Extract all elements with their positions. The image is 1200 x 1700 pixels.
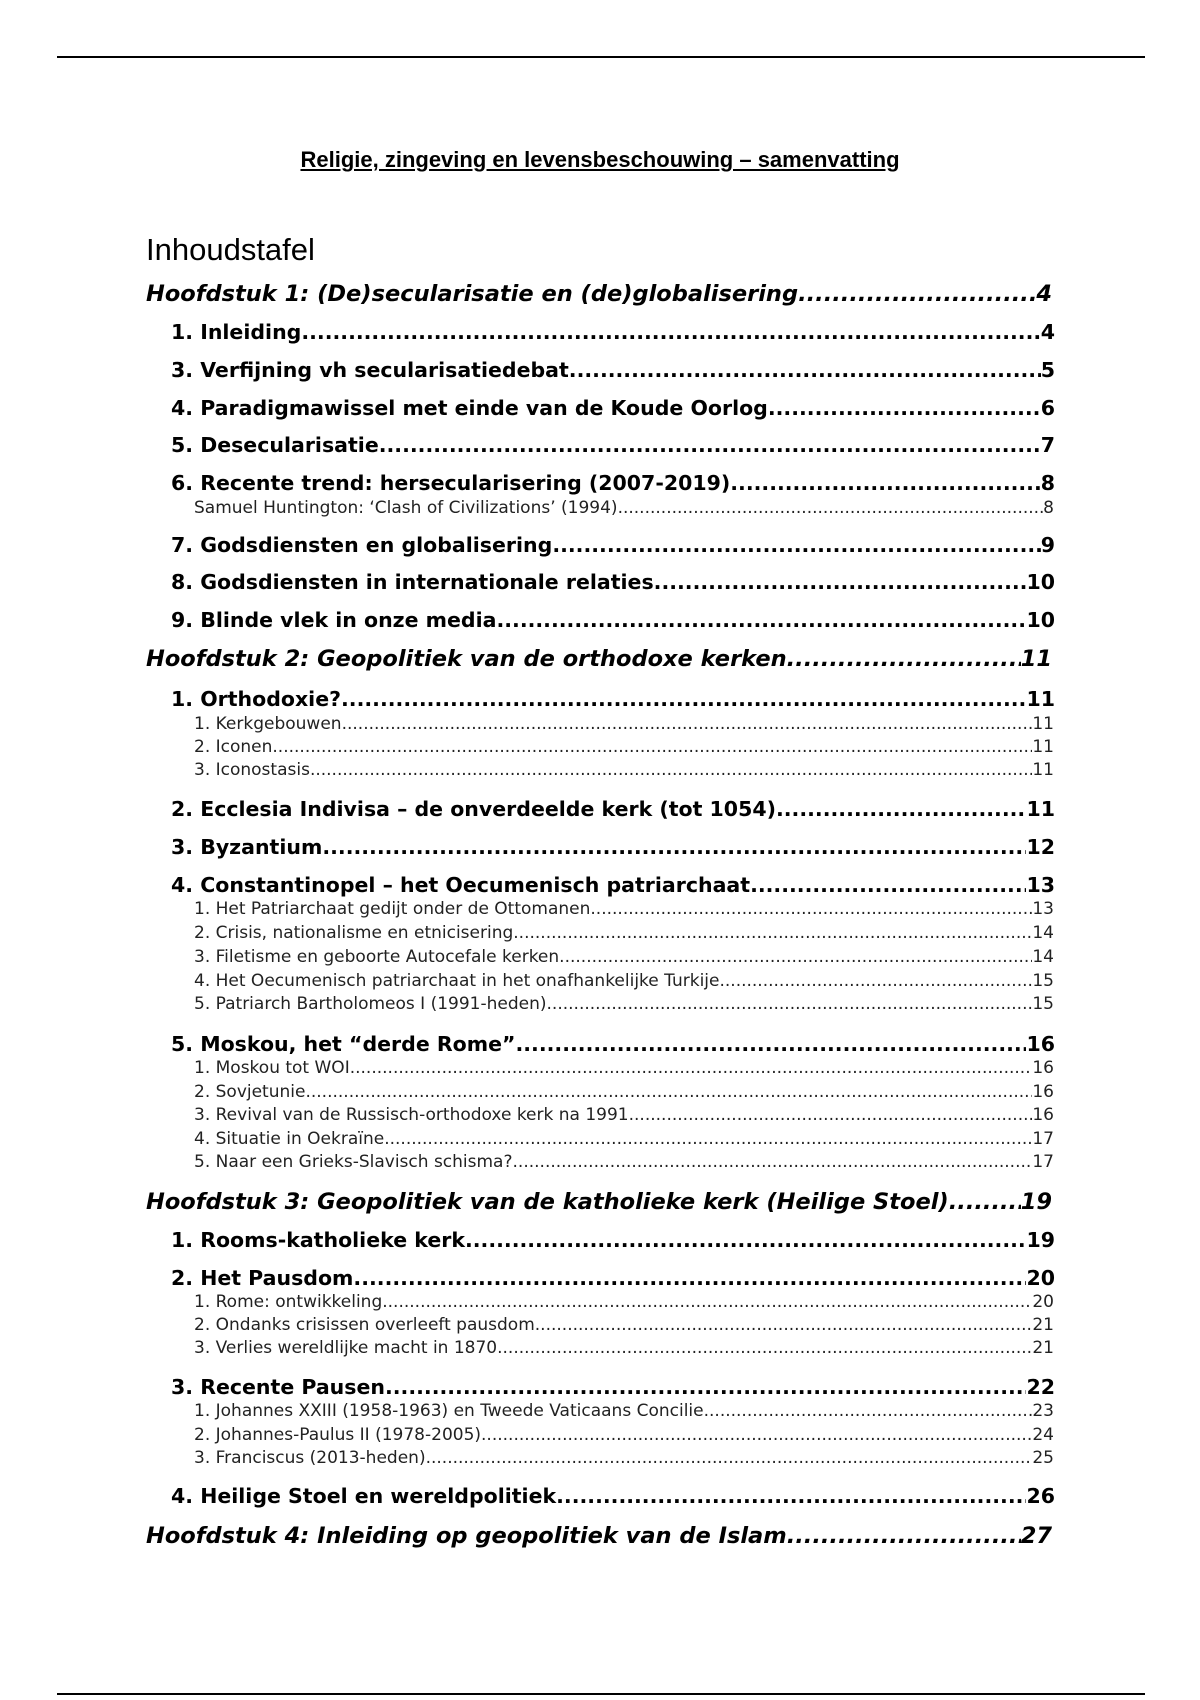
toc-entry-page: 10 xyxy=(1026,608,1055,632)
toc-entry-page: 17 xyxy=(1032,1129,1054,1149)
toc-entry-section[interactable] xyxy=(171,1032,1055,1056)
toc-entry-label: 4. Constantinopel – het Oecumenisch patriarchaat xyxy=(171,873,751,897)
toc-entry-label: 1. Moskou tot WOI xyxy=(194,1058,350,1078)
toc-entry-label: 5. Moskou, het “derde Rome” xyxy=(171,1032,516,1056)
toc-entry-chapter[interactable] xyxy=(146,281,1052,307)
toc-entry-section[interactable] xyxy=(171,1266,1055,1290)
dot-leader xyxy=(798,281,1036,307)
toc-entry-label: 1. Inleiding xyxy=(171,320,302,344)
toc-entry-label: Hoofdstuk 1: (De)secularisatie en (de)globalisering xyxy=(146,281,799,307)
dot-leader xyxy=(272,737,1032,757)
toc-entry-page: 16 xyxy=(1032,1082,1054,1102)
toc-entry-sub[interactable] xyxy=(194,1448,1054,1468)
toc-entry-page: 13 xyxy=(1032,899,1054,919)
toc-entry-sub[interactable] xyxy=(194,1082,1054,1102)
toc-entry-page: 14 xyxy=(1032,947,1054,967)
toc-entry-label: 2. Iconen xyxy=(194,737,273,757)
toc-entry-section[interactable] xyxy=(171,1484,1055,1508)
toc-entry-page: 15 xyxy=(1032,971,1054,991)
toc-entry-page: 26 xyxy=(1026,1484,1055,1508)
toc-entry-sub[interactable] xyxy=(194,1152,1054,1172)
dot-leader xyxy=(465,1228,1027,1252)
toc-entry-page: 11 xyxy=(1032,714,1054,734)
toc-entry-label: 5. Desecularisatie xyxy=(171,433,379,457)
toc-entry-page: 19 xyxy=(1020,1189,1052,1215)
toc-entry-sub[interactable] xyxy=(194,498,1054,518)
toc-entry-section[interactable] xyxy=(171,1375,1055,1399)
dot-leader xyxy=(322,835,1026,859)
toc-entry-page: 12 xyxy=(1026,835,1055,859)
toc-entry-label: 3. Byzantium xyxy=(171,835,323,859)
toc-entry-section[interactable] xyxy=(171,358,1055,382)
toc-entry-sub[interactable] xyxy=(194,994,1054,1014)
dot-leader xyxy=(496,608,1026,632)
toc-entry-sub[interactable] xyxy=(194,947,1054,967)
toc-entry-section[interactable] xyxy=(171,608,1055,632)
toc-entry-sub[interactable] xyxy=(194,714,1054,734)
dot-leader xyxy=(353,1266,1026,1290)
toc-entry-section[interactable] xyxy=(171,570,1055,594)
toc-entry-label: 4. Situatie in Oekraïne xyxy=(194,1129,385,1149)
toc-entry-label: 3. Franciscus (2013-heden) xyxy=(194,1448,426,1468)
dot-leader xyxy=(787,646,1021,672)
toc-entry-page: 11 xyxy=(1026,797,1055,821)
toc-entry-section[interactable] xyxy=(171,533,1055,557)
dot-leader xyxy=(569,358,1041,382)
dot-leader xyxy=(730,471,1040,495)
toc-entry-sub[interactable] xyxy=(194,1401,1054,1421)
toc-entry-label: 3. Verlies wereldlijke macht in 1870 xyxy=(194,1338,498,1358)
toc-entry-sub[interactable] xyxy=(194,1058,1054,1078)
toc-entry-page: 20 xyxy=(1032,1292,1054,1312)
toc-entry-section[interactable] xyxy=(171,471,1055,495)
toc-entry-sub[interactable] xyxy=(194,1292,1054,1312)
toc-entry-page: 5 xyxy=(1040,358,1055,382)
toc-entry-page: 8 xyxy=(1040,471,1055,495)
toc-entry-sub[interactable] xyxy=(194,923,1054,943)
toc-entry-section[interactable] xyxy=(171,396,1055,420)
toc-entry-label: 1. Rome: ontwikkeling xyxy=(194,1292,383,1312)
dot-leader xyxy=(481,1425,1032,1445)
toc-entry-page: 23 xyxy=(1032,1401,1054,1421)
document-title: Religie, zingeving en levensbeschouwing – samenvatting xyxy=(300,147,900,172)
toc-entry-page: 13 xyxy=(1026,873,1055,897)
toc-entry-label: 5. Naar een Grieks-Slavisch schisma? xyxy=(194,1152,513,1172)
toc-entry-label: 2. Crisis, nationalisme en etnicisering xyxy=(194,923,514,943)
toc-entry-page: 11 xyxy=(1020,646,1052,672)
toc-entry-label: 1. Kerkgebouwen xyxy=(194,714,342,734)
toc-entry-page: 19 xyxy=(1026,1228,1055,1252)
dot-leader xyxy=(513,923,1032,943)
toc-entry-sub[interactable] xyxy=(194,971,1054,991)
toc-entry-label: 9. Blinde vlek in onze media xyxy=(171,608,497,632)
toc-entry-label: 3. Recente Pausen xyxy=(171,1375,385,1399)
toc-entry-page: 20 xyxy=(1026,1266,1055,1290)
header-rule xyxy=(57,56,1145,58)
toc-entry-page: 25 xyxy=(1032,1448,1054,1468)
toc-entry-label: 6. Recente trend: hersecularisering (2007-2019) xyxy=(171,471,731,495)
toc-entry-label: 2. Het Pausdom xyxy=(171,1266,354,1290)
footer-rule xyxy=(57,1693,1145,1695)
dot-leader xyxy=(382,1292,1032,1312)
toc-entry-label: 4. Het Oecumenisch patriarchaat in het onafhankelijke Turkije xyxy=(194,971,720,991)
toc-entry-page: 8 xyxy=(1043,498,1054,518)
dot-leader xyxy=(497,1338,1032,1358)
dot-leader xyxy=(535,1315,1033,1335)
toc-entry-section[interactable] xyxy=(171,873,1055,897)
toc-entry-label: 2. Johannes-Paulus II (1978-2005) xyxy=(194,1425,482,1445)
toc-entry-page: 17 xyxy=(1032,1152,1054,1172)
toc-entry-page: 24 xyxy=(1032,1425,1054,1445)
toc-entry-page: 27 xyxy=(1020,1523,1052,1549)
toc-entry-page: 16 xyxy=(1032,1105,1054,1125)
toc-entry-sub[interactable] xyxy=(194,1129,1054,1149)
toc-entry-label: 3. Revival van de Russisch-orthodoxe kerk na 1991 xyxy=(194,1105,629,1125)
toc-entry-section[interactable] xyxy=(171,1228,1055,1252)
toc-entry-sub[interactable] xyxy=(194,760,1054,780)
toc-entry-page: 4 xyxy=(1040,320,1055,344)
dot-leader xyxy=(654,570,1027,594)
toc-entry-label: 3. Verfijning vh secularisatiedebat xyxy=(171,358,569,382)
toc-entry-label: 1. Johannes XXIII (1958-1963) en Tweede Vaticaans Concilie xyxy=(194,1401,704,1421)
toc-entry-label: Hoofdstuk 4: Inleiding op geopolitiek van de Islam xyxy=(146,1523,787,1549)
dot-leader xyxy=(342,714,1033,734)
dot-leader xyxy=(513,1152,1033,1172)
dot-leader xyxy=(379,433,1041,457)
toc-entry-label: Samuel Huntington: ‘Clash of Civilizations’ (1994) xyxy=(194,498,618,518)
toc-entry-label: 4. Heilige Stoel en wereldpolitiek xyxy=(171,1484,557,1508)
dot-leader xyxy=(301,320,1040,344)
toc-entry-label: Hoofdstuk 2: Geopolitiek van de orthodoxe kerken xyxy=(146,646,787,672)
dot-leader xyxy=(787,1523,1021,1549)
toc-entry-label: 3. Iconostasis xyxy=(194,760,310,780)
toc-entry-section[interactable] xyxy=(171,835,1055,859)
toc-entry-chapter[interactable] xyxy=(146,1189,1052,1215)
dot-leader xyxy=(385,1375,1027,1399)
dot-leader xyxy=(768,396,1041,420)
toc-entry-page: 4 xyxy=(1036,281,1052,307)
dot-leader xyxy=(750,873,1026,897)
toc-entry-sub[interactable] xyxy=(194,1425,1054,1445)
toc-entry-chapter[interactable] xyxy=(146,646,1052,672)
toc-entry-sub[interactable] xyxy=(194,899,1054,919)
toc-entry-page: 7 xyxy=(1040,433,1055,457)
dot-leader xyxy=(949,1189,1021,1215)
toc-entry-label: 1. Rooms-katholieke kerk xyxy=(171,1228,465,1252)
toc-entry-page: 15 xyxy=(1032,994,1054,1014)
toc-entry-page: 22 xyxy=(1026,1375,1055,1399)
toc-entry-sub[interactable] xyxy=(194,1338,1054,1358)
dot-leader xyxy=(384,1129,1032,1149)
toc-entry-section[interactable] xyxy=(171,433,1055,457)
dot-leader xyxy=(704,1401,1033,1421)
dot-leader xyxy=(552,533,1040,557)
dot-leader xyxy=(305,1082,1032,1102)
toc-entry-section[interactable] xyxy=(171,320,1055,344)
toc-entry-page: 10 xyxy=(1026,570,1055,594)
toc-entry-label: Hoofdstuk 3: Geopolitiek van de katholieke kerk (Heilige Stoel) xyxy=(146,1189,949,1215)
toc-entry-label: 2. Ondanks crisissen overleeft pausdom xyxy=(194,1315,535,1335)
toc-entry-label: 2. Sovjetunie xyxy=(194,1082,306,1102)
dot-leader xyxy=(547,994,1033,1014)
dot-leader xyxy=(556,1484,1026,1508)
toc-entry-label: 4. Paradigmawissel met einde van de Koude Oorlog xyxy=(171,396,768,420)
toc-entry-label: 7. Godsdiensten en globalisering xyxy=(171,533,553,557)
dot-leader xyxy=(341,687,1026,711)
toc-heading: Inhoudstafel xyxy=(146,232,315,267)
toc-entry-sub[interactable] xyxy=(194,737,1054,757)
toc-entry-section[interactable] xyxy=(171,797,1055,821)
toc-entry-sub[interactable] xyxy=(194,1315,1054,1335)
dot-leader xyxy=(426,1448,1033,1468)
toc-entry-sub[interactable] xyxy=(194,1105,1054,1125)
toc-entry-page: 21 xyxy=(1032,1338,1054,1358)
toc-entry-section[interactable] xyxy=(171,687,1055,711)
dot-leader xyxy=(776,797,1026,821)
dot-leader xyxy=(515,1032,1026,1056)
toc-entry-label: 1. Orthodoxie? xyxy=(171,687,342,711)
dot-leader xyxy=(629,1105,1033,1125)
dot-leader xyxy=(310,760,1032,780)
toc-entry-page: 6 xyxy=(1040,396,1055,420)
toc-entry-page: 9 xyxy=(1040,533,1055,557)
dot-leader xyxy=(350,1058,1033,1078)
dot-leader xyxy=(559,947,1032,967)
toc-entry-label: 8. Godsdiensten in internationale relaties xyxy=(171,570,654,594)
toc-entry-page: 16 xyxy=(1026,1032,1055,1056)
dot-leader xyxy=(618,498,1044,518)
toc-entry-page: 11 xyxy=(1026,687,1055,711)
toc-entry-page: 11 xyxy=(1032,760,1054,780)
dot-leader xyxy=(590,899,1032,919)
dot-leader xyxy=(719,971,1032,991)
toc-entry-label: 1. Het Patriarchaat gedijt onder de Ottomanen xyxy=(194,899,591,919)
toc-entry-page: 14 xyxy=(1032,923,1054,943)
toc-entry-chapter[interactable] xyxy=(146,1523,1052,1549)
toc-entry-label: 2. Ecclesia Indivisa – de onverdeelde kerk (tot 1054) xyxy=(171,797,776,821)
toc-entry-page: 11 xyxy=(1032,737,1054,757)
toc-entry-label: 3. Filetisme en geboorte Autocefale kerken xyxy=(194,947,560,967)
toc-entry-page: 16 xyxy=(1032,1058,1054,1078)
toc-entry-page: 21 xyxy=(1032,1315,1054,1335)
toc-entry-label: 5. Patriarch Bartholomeos I (1991-heden) xyxy=(194,994,547,1014)
